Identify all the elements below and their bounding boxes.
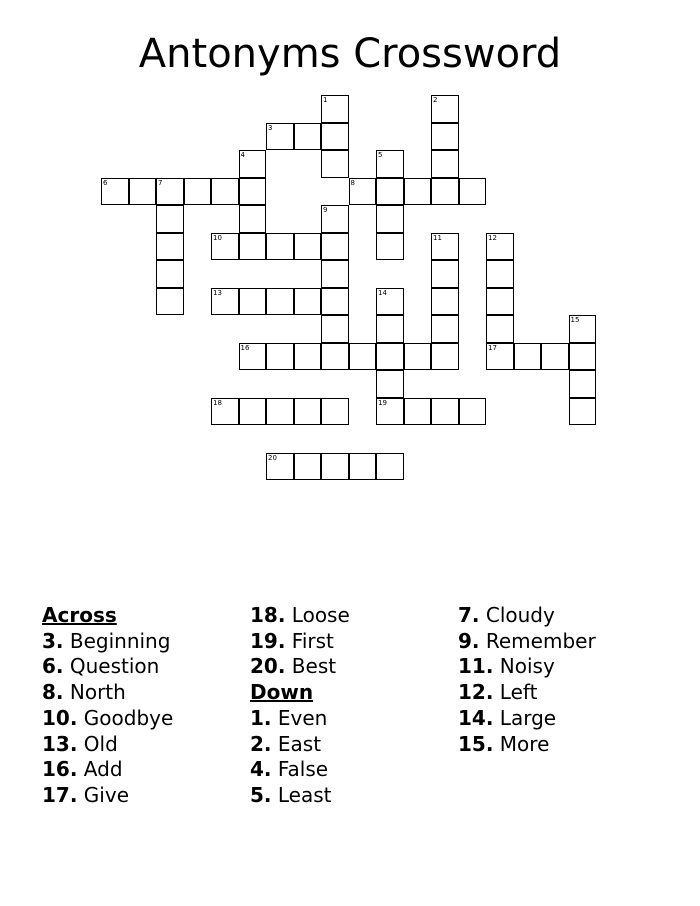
clue-number: 11	[433, 233, 442, 242]
grid-cell[interactable]	[156, 288, 184, 316]
clue-number: 15	[570, 316, 580, 324]
grid-cell[interactable]	[156, 178, 184, 206]
clue-across-20: 20. Best	[250, 654, 337, 679]
clue-down-9: 9. Remember	[458, 628, 596, 653]
clue-number: 8	[350, 178, 355, 187]
clue-down-11: 11. Noisy	[458, 654, 555, 679]
grid-cell[interactable]	[266, 123, 294, 151]
clue-number: 3	[268, 123, 273, 132]
grid-cell[interactable]	[239, 205, 267, 233]
clue-number: 20	[268, 453, 277, 462]
grid-cell[interactable]	[239, 178, 267, 206]
grid-cell[interactable]	[541, 343, 569, 371]
grid-cell[interactable]	[211, 288, 239, 316]
grid-cell[interactable]	[156, 205, 184, 233]
clue-number: 4	[240, 151, 245, 159]
grid-cell[interactable]	[294, 398, 322, 426]
grid-cell[interactable]	[294, 233, 322, 261]
grid-cell[interactable]	[376, 150, 404, 178]
grid-cell[interactable]	[486, 343, 514, 371]
grid-cell[interactable]	[266, 343, 294, 371]
grid-cell[interactable]	[321, 260, 349, 288]
grid-cell[interactable]	[321, 205, 349, 233]
clue-across-3: 3. Beginning	[42, 628, 171, 653]
clue-number: 1	[323, 96, 328, 104]
grid-cell[interactable]	[404, 398, 432, 426]
grid-cell[interactable]	[431, 343, 459, 371]
clue-number: 10	[213, 233, 222, 242]
grid-cell[interactable]	[294, 288, 322, 316]
clue-down-4: 4. False	[250, 757, 329, 782]
clue-number: 7	[158, 178, 163, 187]
grid-cell[interactable]	[101, 178, 129, 206]
grid-cell[interactable]	[211, 398, 239, 426]
grid-cell[interactable]	[376, 453, 404, 481]
clue-column-1	[42, 603, 173, 809]
grid-cell[interactable]	[486, 260, 514, 288]
clue-across-8: 8. North	[42, 680, 126, 705]
clue-down-5: 5. Least	[250, 782, 332, 807]
clue-down-2: 2. East	[250, 731, 322, 756]
page-title: Antonyms Crossword	[138, 31, 562, 77]
clue-across-18: 18. Loose	[250, 603, 350, 627]
grid-cell[interactable]	[431, 260, 459, 288]
clue-number: 18	[213, 398, 222, 407]
clue-number: 12	[488, 233, 497, 242]
grid-cell[interactable]	[431, 123, 459, 151]
clue-number: 9	[323, 206, 328, 214]
grid-cell[interactable]	[184, 178, 212, 206]
clue-down-1: 1. Even	[250, 705, 328, 730]
grid-cell[interactable]	[156, 233, 184, 261]
clue-across-13: 13. Old	[42, 731, 118, 756]
grid-cell[interactable]	[321, 123, 349, 151]
grid-cell[interactable]	[431, 398, 459, 426]
clue-down-14: 14. Large	[458, 705, 557, 730]
grid-cell[interactable]	[431, 150, 459, 178]
grid-cell[interactable]	[431, 315, 459, 343]
clue-across-16: 16. Add	[42, 757, 123, 782]
grid-cell[interactable]	[239, 398, 267, 426]
clue-column-3	[458, 603, 596, 757]
grid-cell[interactable]	[431, 95, 459, 123]
grid-cell[interactable]	[404, 178, 432, 206]
grid-cell[interactable]	[321, 453, 349, 481]
grid-cell[interactable]	[376, 398, 404, 426]
grid-cell[interactable]	[321, 398, 349, 426]
grid-cell[interactable]	[376, 370, 404, 398]
grid-cell[interactable]	[486, 288, 514, 316]
down-header: Down	[250, 680, 314, 705]
grid-cell[interactable]	[239, 288, 267, 316]
grid-cell[interactable]	[211, 178, 239, 206]
grid-cell[interactable]	[376, 178, 404, 206]
grid-cell[interactable]	[321, 315, 349, 343]
grid-cell[interactable]	[321, 343, 349, 371]
grid-cell[interactable]	[569, 343, 597, 371]
clue-number: 19	[378, 398, 387, 407]
grid-cell[interactable]	[514, 343, 542, 371]
grid-cell[interactable]	[321, 288, 349, 316]
clue-number: 6	[103, 178, 108, 187]
grid-cell[interactable]	[349, 178, 377, 206]
grid-cell[interactable]	[266, 398, 294, 426]
grid-cell[interactable]	[266, 453, 294, 481]
clue-across-19: 19. First	[250, 628, 334, 653]
grid-cell[interactable]	[239, 233, 267, 261]
clue-down-12: 12. Left	[458, 680, 538, 705]
grid-cell[interactable]	[349, 453, 377, 481]
clue-number: 16	[240, 343, 250, 352]
grid-cell[interactable]	[376, 205, 404, 233]
grid-cell[interactable]	[294, 123, 322, 151]
grid-cell[interactable]	[239, 150, 267, 178]
clue-across-17: 17. Give	[42, 782, 129, 807]
grid-cell[interactable]	[239, 343, 267, 371]
grid-cell[interactable]	[431, 178, 459, 206]
clue-number: 14	[378, 288, 387, 297]
grid-cell[interactable]	[569, 398, 597, 426]
grid-cell[interactable]	[376, 288, 404, 316]
clue-number: 5	[378, 151, 383, 159]
grid-cell[interactable]	[294, 343, 322, 371]
clue-across-10: 10. Goodbye	[42, 705, 174, 730]
grid-cell[interactable]	[486, 315, 514, 343]
grid-cell[interactable]	[321, 233, 349, 261]
grid-cell[interactable]	[569, 370, 597, 398]
grid-cell[interactable]	[294, 453, 322, 481]
clue-number: 17	[488, 343, 497, 352]
clue-column-2	[250, 603, 350, 809]
grid-cell[interactable]	[376, 233, 404, 261]
across-header: Across	[42, 603, 117, 627]
grid-cell[interactable]	[486, 233, 514, 261]
grid-cell[interactable]	[266, 233, 294, 261]
grid-cell[interactable]	[459, 178, 487, 206]
grid-cell[interactable]	[459, 398, 487, 426]
grid-cell[interactable]	[321, 95, 349, 123]
grid-cell[interactable]	[376, 343, 404, 371]
grid-cell[interactable]	[404, 343, 432, 371]
clue-number: 13	[213, 288, 222, 297]
grid-cell[interactable]	[431, 288, 459, 316]
clue-across-6: 6. Question	[42, 654, 160, 679]
grid-cell[interactable]	[321, 150, 349, 178]
grid-cell[interactable]	[569, 315, 597, 343]
grid-cell[interactable]	[431, 233, 459, 261]
grid-cell[interactable]	[376, 315, 404, 343]
grid-cell[interactable]	[349, 343, 377, 371]
grid-cell[interactable]	[129, 178, 157, 206]
clue-number: 2	[433, 96, 438, 104]
clue-down-15: 15. More	[458, 731, 550, 756]
clue-down-7: 7. Cloudy	[458, 603, 555, 627]
grid-cell[interactable]	[156, 260, 184, 288]
grid-cell[interactable]	[266, 288, 294, 316]
grid-cell[interactable]	[211, 233, 239, 261]
